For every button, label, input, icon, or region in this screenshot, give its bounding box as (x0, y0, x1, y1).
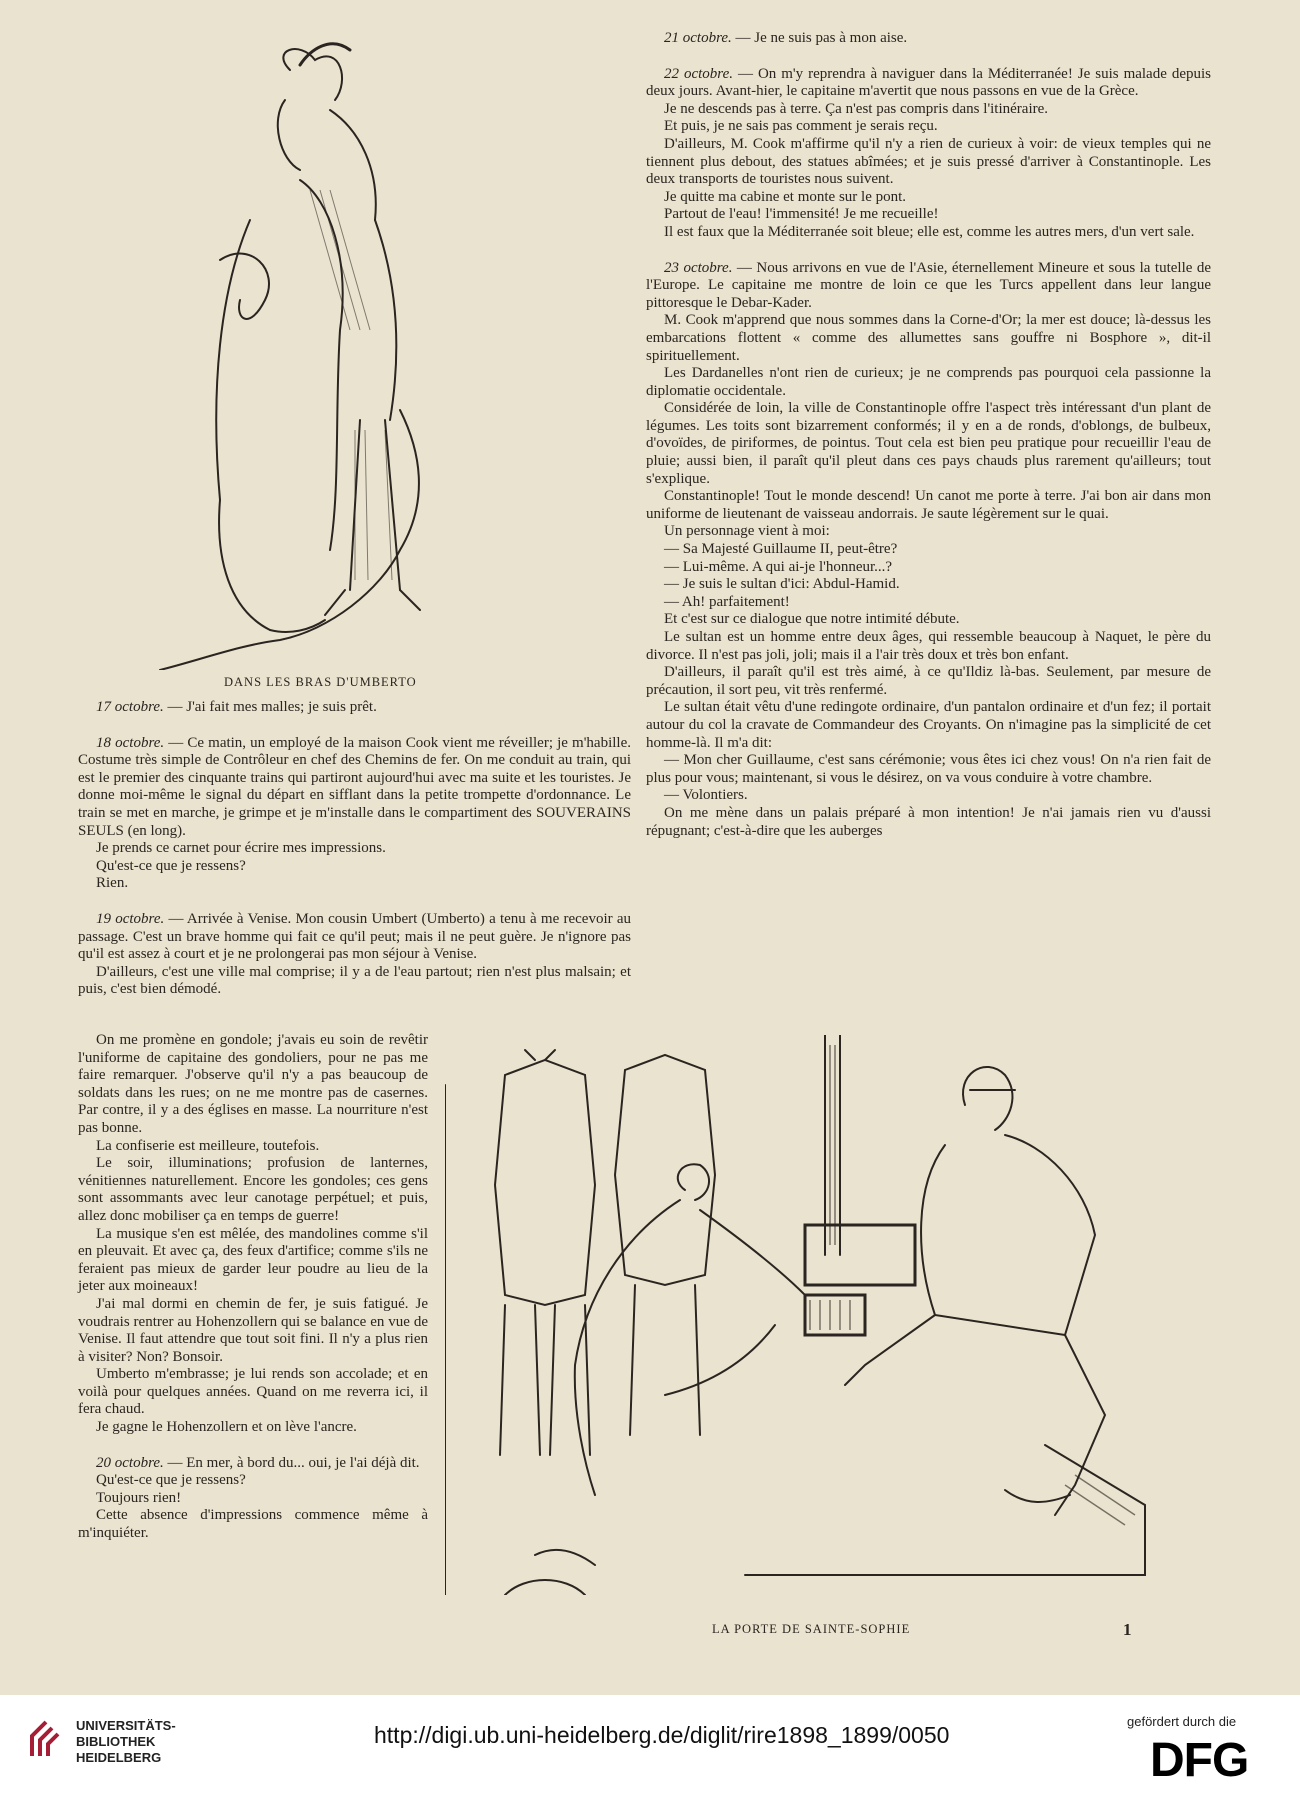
library-name (76, 1718, 176, 1766)
paragraph: — Sa Majesté Guillaume II, peut-être? (664, 541, 898, 558)
paragraph: Qu'est-ce que je ressens? (96, 857, 246, 874)
library-line: UNIVERSITÄTS- (76, 1718, 176, 1733)
diary-entry (646, 66, 1211, 101)
entry-date: 21 octobre. (664, 30, 732, 46)
paragraph: — Lui-même. A qui ai-je l'honneur...? (664, 558, 893, 575)
paragraph: On me mène dans un palais préparé à mon intention! Je n'ai jamais rien vu d'aussi répugnant; c'est-à-dire que les auberges (646, 804, 1211, 839)
paragraph: Toujours rien! (96, 1489, 182, 1506)
entry-text: — Ce matin, un employé de la maison Cook vient me réveiller; je m'habille. Costume très simple de Contrôleur en chef des Chemins de fer. On me conduit au train, qui est le premier des cinquante trains qui partiront aujourd'hui avec ma suite et les touristes. Je donne moi-même le signal du départ en sifflant dans la petite trompette d'ordonnance. Le train se met en marche, je grimpe et je m'installe dans le compartiment des SOUVERAINS SEULS (en long). (78, 734, 632, 839)
diary-entry (78, 911, 631, 964)
entry-text: — Je ne suis pas à mon aise. (731, 30, 908, 46)
paragraph: Je quitte ma cabine et monte sur le pont. (664, 188, 907, 205)
paragraph: — Volontiers. (664, 787, 748, 804)
paragraph: D'ailleurs, M. Cook m'affirme qu'il n'y a rien de curieux à voir: de vieux temples qui ne tiennent plus debout, des statues abîmées; et je suis pressé d'arriver à Constantinople. Les deux transports de touristes nous suivent. (646, 135, 1211, 188)
diary-entry (646, 30, 1211, 48)
paragraph: Je gagne le Hohenzollern et on lève l'ancre. (96, 1419, 357, 1436)
caption-embrace: DANS LES BRAS D'UMBERTO (224, 675, 417, 689)
source-url-link[interactable]: http://digi.ub.uni-heidelberg.de/diglit/rire1898_1899/0050 (374, 1722, 950, 1748)
illustration-embrace (100, 30, 480, 670)
paragraph: Et c'est sur ce dialogue que notre intimité débute. (664, 611, 960, 628)
paragraph: Considérée de loin, la ville de Constantinople offre l'aspect très intéressant d'un plant de légumes. Les toits sont bizarrement conformés; il y en a de ronds, d'oblongs, de bulbeux, d'ovoïdes, de piriformes, de pointus. Tout cela est bien peu pratique pour recueillir l'eau de pluie; aussi bien, il paraît qu'il pleut dans ces pays chauds plus rarement qu'ailleurs; tout s'explique. (646, 400, 1211, 487)
library-line: BIBLIOTHEK (76, 1734, 156, 1749)
paragraph: Partout de l'eau! l'immensité! Je me recueille! (664, 206, 939, 223)
text-column-left-upper (78, 699, 631, 999)
dfg-logo: DFG (1150, 1734, 1249, 1787)
paragraph: D'ailleurs, il paraît qu'il est très aimé, à ce qu'Ildiz là-bas. Seulement, par mesure de précaution, il sort peu, vit très renfermé. (646, 664, 1211, 698)
paragraph: J'ai mal dormi en chemin de fer, je suis fatigué. Je voudrais rentrer au Hohenzollern qui se balance en vue de Venise. Il faut attendre que tout soit fini. Il n'y a plus rien à visiter? Non? Bonsoir. (78, 1295, 428, 1365)
paragraph: La confiserie est meilleure, toutefois. (96, 1137, 320, 1154)
funded-by-label: gefördert durch die (1127, 1714, 1237, 1729)
paragraph: — Mon cher Guillaume, c'est sans cérémonie; vous êtes ici chez vous! On n'a rien fait de plus pour vous; maintenant, si vous le désirez, on va vous conduire à votre chambre. (646, 752, 1211, 786)
entry-text: — J'ai fait mes malles; je suis prêt. (163, 699, 377, 715)
paragraph: Il est faux que la Méditerranée soit bleue; elle est, comme les autres mers, d'un vert sale. (664, 223, 1195, 240)
paragraph: Le soir, illuminations; profusion de lanternes, vénitiennes naturellement. Encore les gondoles; ces gens sont assommants avec leur canotage perpétuel; et puis, allez donc mobiliser ça en temps de guerre! (78, 1155, 428, 1224)
paragraph: La musique s'en est mêlée, des mandolines comme s'il en pleuvait. Et avec ça, des feux d'artifice; comme s'ils ne feraient pas mieux de garder leur poudre au lieu de la jeter aux moineaux! (78, 1225, 428, 1295)
university-library-logo-icon (28, 1718, 70, 1760)
paragraph: Le sultan est un homme entre deux âges, qui ressemble beaucoup à Naquet, le père du divorce. Il n'est pas joli, joli; mais il a l'air très doux et très bon enfant. (646, 629, 1211, 663)
entry-date: 17 octobre. (96, 699, 164, 715)
paragraph: Cette absence d'impressions commence même à m'inquiéter. (78, 1507, 428, 1542)
entry-date: 22 octobre. (664, 65, 733, 82)
paragraph: Constantinople! Tout le monde descend! Un canot me porte à terre. J'ai bon air dans mon uniforme de lieutenant de vaisseau andorrais. Je saute légèrement sur le quai. (646, 488, 1211, 522)
entry-text: — Arrivée à Venise. Mon cousin Umbert (Umberto) a tenu à me recevoir au passage. C'est un brave homme qui fait ce qu'il peut; mais il ne peut guère. Je n'ignore pas qu'il est assez à court et je ne prolongerai pas mon séjour à Venise. (78, 910, 631, 963)
paragraph: Le sultan était vêtu d'une redingote ordinaire, d'un pantalon ordinaire et d'un fez; il portait autour du col la cravate de Commandeur des Croyants. On n'imagine pas la simplicité de cet homme-là. Il m'a dit: (646, 699, 1211, 751)
diary-entry (646, 260, 1211, 313)
library-line: HEIDELBERG (76, 1750, 162, 1765)
paragraph: Les Dardanelles n'ont rien de curieux; je ne comprends pas pourquoi cela passionne la diplomatie occidentale. (646, 365, 1211, 399)
paragraph: — Je suis le sultan d'ici: Abdul-Hamid. (664, 576, 900, 593)
paragraph: Je prends ce carnet pour écrire mes impressions. (96, 840, 386, 857)
paragraph: Qu'est-ce que je ressens? (96, 1472, 246, 1489)
entry-date: 19 octobre. (96, 910, 165, 927)
entry-date: 20 octobre. (96, 1454, 164, 1471)
entry-date: 23 octobre. (664, 259, 733, 276)
text-column-left-narrow (78, 1032, 428, 1543)
illustration-shoe-shine (445, 1035, 1225, 1595)
paragraph: Umberto m'embrasse; je lui rends son accolade; et en voilà pour quelques années. Quand on me reverra ici, il fera chaud. (78, 1366, 428, 1418)
diary-entry (78, 1455, 428, 1473)
entry-date: 18 octobre. (96, 734, 165, 751)
paragraph: Et puis, je ne sais pas comment je serais reçu. (664, 118, 938, 135)
paragraph: Rien. (96, 875, 129, 892)
entry-text: — On m'y reprendra à naviguer dans la Méditerranée! Je suis malade depuis deux jours. Avant-hier, le capitaine m'avertit que nous passons en vue de la Grèce. (646, 65, 1212, 100)
paragraph: Un personnage vient à moi: (664, 523, 830, 540)
paragraph: D'ailleurs, c'est une ville mal comprise; il y a de l'eau partout; rien n'est plus malsain; et puis, c'est bien démodé. (78, 963, 631, 998)
paragraph: — Ah! parfaitement! (664, 593, 790, 610)
paragraph: On me promène en gondole; j'avais eu soin de revêtir l'uniforme de capitaine des gondoliers, pour ne pas me faire remarquer. J'observe qu'il n'y a pas beaucoup de soldats dans les rues; on ne me montre pas de casernes. Par contre, il y a des églises en masse. La nourriture n'est pas bonne. (78, 1032, 428, 1136)
caption-shoe-shine: LA PORTE DE SAINTE-SOPHIE (712, 1622, 911, 1636)
paragraph: Je ne descends pas à terre. Ça n'est pas compris dans l'itinéraire. (664, 100, 1049, 117)
paragraph: M. Cook m'apprend que nous sommes dans la Corne-d'Or; la mer est douce; là-dessus les embarcations flottent « comme des allumettes sans gouffre ni Bosphore », dit-il spirituellement. (646, 312, 1211, 364)
text-column-right (646, 30, 1211, 840)
page-number: 1 (1123, 1620, 1132, 1639)
entry-text: — Nous arrivons en vue de l'Asie, éternellement Mineure et sous la tutelle de l'Europe. Le capitaine me montre de loin ce que les Turcs appellent dans leur langue pittoresque le Debar-Kader. (646, 259, 1211, 311)
entry-text: — En mer, à bord du... oui, je l'ai déjà dit. (163, 1454, 420, 1471)
diary-entry (78, 699, 631, 717)
diary-entry (78, 735, 631, 841)
